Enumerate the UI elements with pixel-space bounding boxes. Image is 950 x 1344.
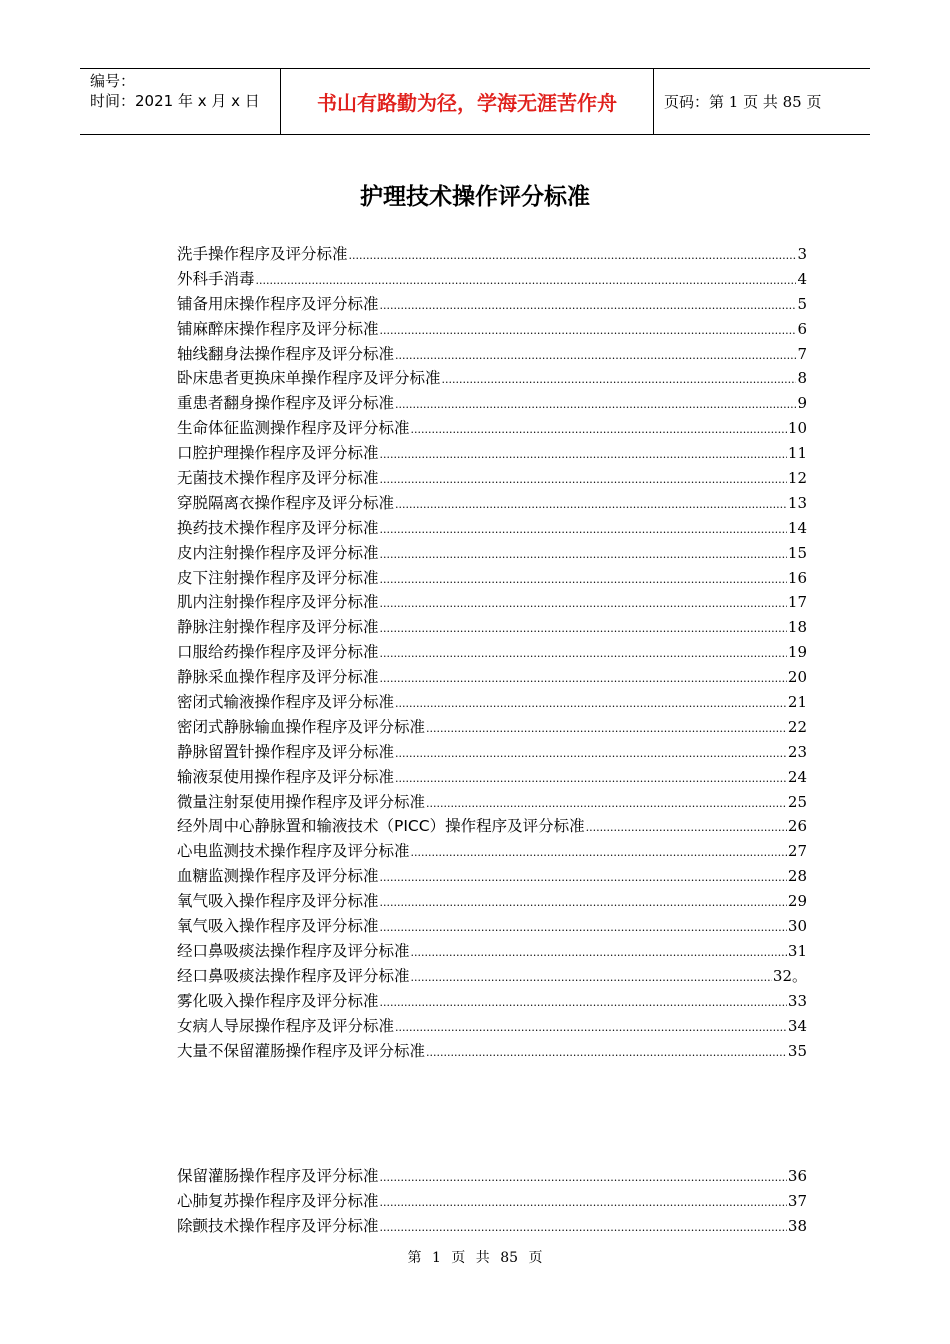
toc-entry-label: 经口鼻吸痰法操作程序及评分标准 (177, 941, 410, 960)
toc-dot-leader (380, 1221, 787, 1234)
toc-dot-leader (395, 697, 787, 710)
number-label: 编号： (90, 72, 136, 90)
toc-entry-page: 22 (787, 717, 807, 736)
toc-dot-leader (380, 996, 787, 1009)
toc-entry[interactable] (177, 391, 807, 416)
toc-entry-label: 铺麻醉床操作程序及评分标准 (177, 319, 379, 338)
toc-dot-leader (395, 498, 787, 511)
toc-entry-label: 肌内注射操作程序及评分标准 (177, 593, 379, 612)
toc-entry[interactable] (177, 989, 807, 1014)
toc-entry[interactable] (177, 1214, 807, 1239)
toc-entry-label: 密闭式静脉输血操作程序及评分标准 (177, 717, 426, 736)
toc-entry-label: 换药技术操作程序及评分标准 (177, 518, 379, 537)
toc-entry-page: 27 (787, 842, 807, 861)
toc-entry-page: 13 (787, 493, 807, 512)
toc-entry-label: 静脉采血操作程序及评分标准 (177, 668, 379, 687)
toc-entry-page: 24 (787, 767, 807, 786)
toc-entry-page: 35 (787, 1041, 807, 1060)
toc-entry-page: 5 (797, 294, 807, 313)
toc-entry-label: 口服给药操作程序及评分标准 (177, 643, 379, 662)
toc-dot-leader (411, 423, 787, 436)
toc-entry[interactable] (177, 864, 807, 889)
toc-dot-leader (380, 597, 787, 610)
toc-entry-label: 无菌技术操作程序及评分标准 (177, 469, 379, 488)
document-title: 护理技术操作评分标准 (360, 184, 590, 210)
table-of-contents-continued (177, 1164, 807, 1239)
toc-entry-page: 34 (787, 1016, 807, 1035)
toc-entry[interactable] (177, 964, 807, 989)
toc-entry-label: 生命体征监测操作程序及评分标准 (177, 419, 410, 438)
toc-entry-label: 除颤技术操作程序及评分标准 (177, 1216, 379, 1235)
toc-dot-leader (380, 921, 787, 934)
toc-dot-leader (380, 573, 787, 586)
toc-entry[interactable] (177, 267, 807, 292)
toc-entry-page: 21 (787, 693, 807, 712)
toc-entry-page: 26 (787, 817, 807, 836)
toc-entry[interactable] (177, 566, 807, 591)
toc-entry-page: 10 (787, 419, 807, 438)
toc-entry[interactable] (177, 342, 807, 367)
header-meta (80, 69, 281, 134)
toc-entry-label: 经口鼻吸痰法操作程序及评分标准 (177, 966, 410, 985)
toc-entry-page: 25 (787, 792, 807, 811)
toc-dot-leader (349, 249, 797, 262)
toc-entry[interactable] (177, 441, 807, 466)
toc-entry[interactable] (177, 640, 807, 665)
toc-entry-label: 女病人导尿操作程序及评分标准 (177, 1016, 395, 1035)
toc-entry-label: 皮内注射操作程序及评分标准 (177, 543, 379, 562)
toc-dot-leader (380, 1196, 787, 1209)
toc-entry[interactable] (177, 317, 807, 342)
page-footer: 第 1 页 共 85 页 (407, 1250, 543, 1266)
toc-dot-leader (395, 772, 787, 785)
toc-entry[interactable] (177, 665, 807, 690)
toc-entry[interactable] (177, 1039, 807, 1064)
toc-entry-page: 23 (787, 742, 807, 761)
toc-entry[interactable] (177, 242, 807, 267)
toc-entry-label: 静脉注射操作程序及评分标准 (177, 618, 379, 637)
toc-dot-leader (426, 1046, 787, 1059)
toc-entry[interactable] (177, 466, 807, 491)
toc-entry[interactable] (177, 491, 807, 516)
toc-entry-label: 皮下注射操作程序及评分标准 (177, 568, 379, 587)
toc-entry[interactable] (177, 814, 807, 839)
toc-entry[interactable] (177, 914, 807, 939)
toc-entry-page: 7 (797, 344, 807, 363)
toc-entry-label: 血糖监测操作程序及评分标准 (177, 867, 379, 886)
toc-dot-leader (395, 398, 796, 411)
toc-entry-page: 3 (797, 245, 807, 263)
toc-dot-leader (395, 1021, 787, 1034)
toc-dot-leader (380, 299, 797, 312)
toc-entry-label: 外科手消毒 (177, 269, 255, 288)
header-motto: 书山有路勤为径，学海无涯苦作舟 (281, 69, 654, 134)
toc-entry-label: 铺备用床操作程序及评分标准 (177, 294, 379, 313)
toc-entry-label: 氧气吸入操作程序及评分标准 (177, 892, 379, 911)
page-header (80, 68, 870, 135)
toc-entry-label: 洗手操作程序及评分标准 (177, 245, 348, 263)
toc-entry-label: 心肺复苏操作程序及评分标准 (177, 1191, 379, 1210)
toc-entry-label: 静脉留置针操作程序及评分标准 (177, 742, 395, 761)
toc-entry[interactable] (177, 765, 807, 790)
toc-dot-leader (380, 448, 787, 461)
time-label: 时间：2021 年 x 月 x 日 (90, 92, 260, 110)
toc-entry-page: 29 (787, 892, 807, 911)
toc-entry[interactable] (177, 939, 807, 964)
toc-entry-label: 口腔护理操作程序及评分标准 (177, 444, 379, 463)
toc-entry-label: 氧气吸入操作程序及评分标准 (177, 917, 379, 936)
toc-entry[interactable] (177, 889, 807, 914)
toc-entry-page: 32。 (772, 966, 807, 985)
toc-entry[interactable] (177, 740, 807, 765)
toc-entry-page: 17 (787, 593, 807, 612)
toc-entry-label: 雾化吸入操作程序及评分标准 (177, 991, 379, 1010)
toc-dot-leader (380, 473, 787, 486)
toc-entry-page: 16 (787, 568, 807, 587)
toc-entry-label: 卧床患者更换床单操作程序及评分标准 (177, 369, 441, 388)
toc-entry[interactable] (177, 715, 807, 740)
toc-entry-page: 33 (787, 991, 807, 1010)
toc-dot-leader (411, 946, 787, 959)
toc-dot-leader (380, 523, 787, 536)
toc-entry-page: 28 (787, 867, 807, 886)
toc-dot-leader (411, 846, 787, 859)
toc-entry-label: 微量注射泵使用操作程序及评分标准 (177, 792, 426, 811)
toc-entry-label: 心电监测技术操作程序及评分标准 (177, 842, 410, 861)
toc-entry-label: 密闭式输液操作程序及评分标准 (177, 693, 395, 712)
toc-dot-leader (395, 349, 796, 362)
toc-entry[interactable] (177, 292, 807, 317)
toc-entry-page: 4 (797, 269, 807, 288)
toc-dot-leader (380, 672, 787, 685)
toc-entry-label: 经外周中心静脉置和输液技术（PICC）操作程序及评分标准 (177, 817, 585, 836)
toc-entry-label: 轴线翻身法操作程序及评分标准 (177, 344, 395, 363)
toc-entry[interactable] (177, 790, 807, 815)
toc-dot-leader (380, 548, 787, 561)
toc-entry[interactable] (177, 1189, 807, 1214)
toc-entry[interactable] (177, 1164, 807, 1189)
toc-dot-leader (411, 971, 772, 984)
toc-entry-label: 穿脱隔离衣操作程序及评分标准 (177, 493, 395, 512)
toc-entry-label: 输液泵使用操作程序及评分标准 (177, 767, 395, 786)
toc-entry[interactable] (177, 615, 807, 640)
toc-entry-page: 6 (797, 319, 807, 338)
toc-dot-leader (380, 896, 787, 909)
toc-entry-page: 38 (787, 1216, 807, 1235)
toc-entry[interactable] (177, 1014, 807, 1039)
toc-entry-page: 11 (787, 444, 807, 463)
toc-entry-page: 19 (787, 643, 807, 662)
toc-entry-page: 8 (797, 369, 807, 388)
toc-entry[interactable] (177, 516, 807, 541)
toc-entry[interactable] (177, 839, 807, 864)
table-of-contents (177, 242, 807, 1063)
toc-dot-leader (395, 747, 787, 760)
toc-entry-page: 31 (787, 941, 807, 960)
toc-dot-leader (380, 1171, 787, 1184)
toc-dot-leader (380, 324, 797, 337)
toc-entry[interactable] (177, 366, 807, 391)
toc-entry[interactable] (177, 541, 807, 566)
toc-entry-page: 9 (797, 394, 807, 413)
toc-entry-page: 20 (787, 668, 807, 687)
toc-entry[interactable] (177, 690, 807, 715)
toc-dot-leader (586, 821, 787, 834)
toc-dot-leader (380, 622, 787, 635)
toc-entry-page: 30 (787, 917, 807, 936)
toc-entry-page: 12 (787, 469, 807, 488)
toc-entry-page: 36 (787, 1167, 807, 1185)
header-page-info: 页码：第 1 页 共 85 页 (664, 93, 822, 111)
toc-dot-leader (380, 647, 787, 660)
toc-entry-page: 14 (787, 518, 807, 537)
toc-entry-label: 保留灌肠操作程序及评分标准 (177, 1167, 379, 1185)
toc-dot-leader (426, 797, 787, 810)
toc-entry-label: 大量不保留灌肠操作程序及评分标准 (177, 1041, 426, 1060)
toc-entry[interactable] (177, 590, 807, 615)
toc-dot-leader (442, 373, 797, 386)
toc-entry-label: 重患者翻身操作程序及评分标准 (177, 394, 395, 413)
toc-entry[interactable] (177, 416, 807, 441)
toc-dot-leader (426, 722, 787, 735)
toc-dot-leader (380, 871, 787, 884)
toc-entry-page: 15 (787, 543, 807, 562)
toc-entry-page: 37 (787, 1191, 807, 1210)
toc-entry-page: 18 (787, 618, 807, 637)
toc-dot-leader (256, 274, 797, 287)
